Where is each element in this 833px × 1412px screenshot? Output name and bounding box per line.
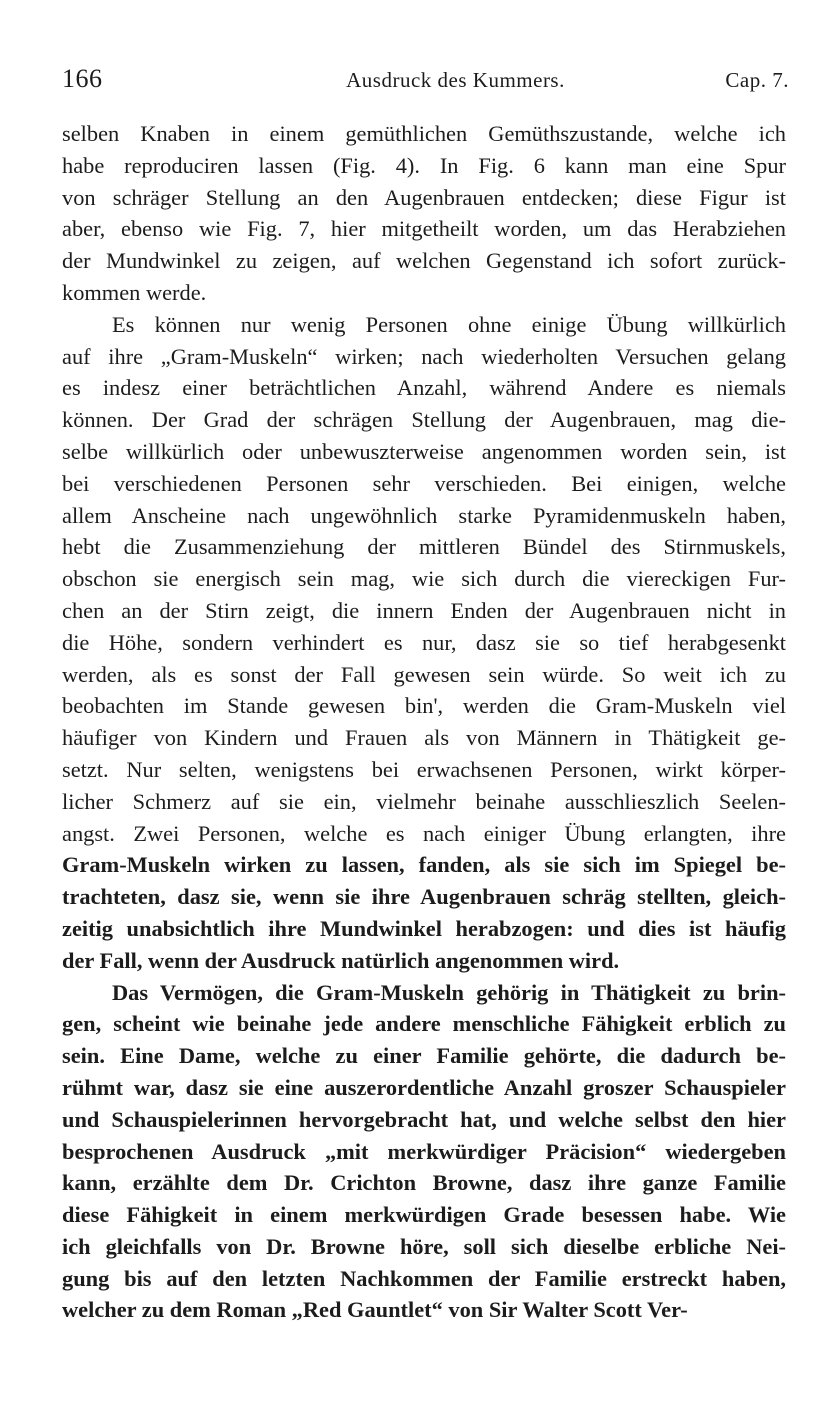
text-line: trachteten, dasz sie, wenn sie ihre Augenbrauen schräg stellten, gleich- [62, 884, 786, 910]
text-line: häufiger von Kindern und Frauen als von Männern in Thätigkeit ge- [62, 725, 786, 751]
text-line: habe reproduciren lassen (Fig. 4). In Fig. 6 kann man eine Spur [62, 152, 786, 178]
text-line: auf ihre „Gram-Muskeln“ wirken; nach wiederholten Versuchen gelang [62, 343, 786, 369]
text-line: der Mundwinkel zu zeigen, auf welchen Gegenstand ich sofort zurück- [62, 248, 786, 274]
text-line: von schräger Stellung an den Augenbrauen entdecken; diese Figur ist [62, 184, 786, 210]
text-line: werden, als es sonst der Fall gewesen sein würde. So weit ich zu [62, 661, 786, 687]
page-number: 166 [62, 64, 103, 93]
text-line: der Fall, wenn der Ausdruck natürlich angenommen wird. [62, 947, 620, 973]
text-line: Es können nur wenig Personen ohne einige Übung willkürlich [112, 311, 786, 337]
text-line: kommen werde. [62, 279, 207, 305]
text-line: zeitig unabsichtlich ihre Mundwinkel herabzogen: und dies ist häufig [62, 915, 786, 941]
page-header [62, 64, 789, 100]
text-line: bei verschiedenen Personen sehr verschieden. Bei einigen, welche [62, 470, 786, 496]
text-line: es indesz einer beträchtlichen Anzahl, während Andere es niemals [62, 375, 786, 401]
paragraph [62, 118, 786, 309]
text-line: rühmt war, dasz sie eine auszerordentliche Anzahl groszer Schauspieler [62, 1074, 786, 1100]
page-body [62, 118, 786, 1326]
text-line: hebt die Zusammenziehung der mittleren Bündel des Stirnmuskels, [62, 534, 786, 560]
text-line: Das Vermögen, die Gram-Muskeln gehörig in Thätigkeit zu brin- [112, 979, 786, 1005]
text-line: ich gleichfalls von Dr. Browne höre, soll sich dieselbe erbliche Nei- [62, 1233, 786, 1259]
text-line: gung bis auf den letzten Nachkommen der Familie erstreckt haben, [62, 1265, 786, 1291]
text-line: allem Anscheine nach ungewöhnlich starke Pyramidenmuskeln haben, [62, 502, 786, 528]
text-line: beobachten im Stande gewesen bin', werden die Gram-Muskeln viel [62, 693, 786, 719]
text-line: obschon sie energisch sein mag, wie sich durch die viereckigen Fur- [62, 566, 786, 592]
text-line: können. Der Grad der schrägen Stellung der Augenbrauen, mag die- [62, 407, 786, 433]
text-line: welcher zu dem Roman „Red Gauntlet“ von Sir Walter Scott Ver- [62, 1297, 688, 1323]
text-line: gen, scheint wie beinahe jede andere menschliche Fähigkeit erblich zu [62, 1011, 786, 1037]
text-line: diese Fähigkeit in einem merkwürdigen Grade besessen habe. Wie [62, 1202, 786, 1228]
text-line: selbe willkürlich oder unbewuszterweise angenommen worden sein, ist [62, 438, 786, 464]
text-line: aber, ebenso wie Fig. 7, hier mitgetheilt worden, um das Herabziehen [62, 216, 786, 242]
text-line: Gram-Muskeln wirken zu lassen, fanden, als sie sich im Spiegel be- [62, 852, 786, 878]
text-line: besprochenen Ausdruck „mit merkwürdiger Präcision“ wiedergeben [62, 1138, 786, 1164]
text-line: selben Knaben in einem gemüthlichen Gemüthszustande, welche ich [62, 121, 786, 146]
text-line: setzt. Nur selten, wenigstens bei erwachsenen Personen, wirkt körper- [62, 756, 786, 782]
text-line: und Schauspielerinnen hervorgebracht hat, und welche selbst den hier [62, 1106, 786, 1132]
text-line: chen an der Stirn zeigt, die innern Enden der Augenbrauen nicht in [62, 597, 786, 623]
text-line: kann, erzählte dem Dr. Crichton Browne, dasz ihre ganze Familie [62, 1170, 786, 1196]
chapter-label: Cap. 7. [725, 68, 789, 92]
running-title: Ausdruck des Kummers. [346, 68, 565, 92]
paragraph [62, 977, 786, 1327]
paragraph [62, 309, 786, 977]
text-line: die Höhe, sondern verhindert es nur, dasz sie so tief herabgesenkt [62, 629, 786, 655]
text-line: licher Schmerz auf sie ein, vielmehr beinahe ausschlieszlich Seelen- [62, 788, 786, 814]
text-line: angst. Zwei Personen, welche es nach einiger Übung erlangten, ihre [62, 820, 786, 846]
text-line: sein. Eine Dame, welche zu einer Familie gehörte, die dadurch be- [62, 1043, 786, 1069]
